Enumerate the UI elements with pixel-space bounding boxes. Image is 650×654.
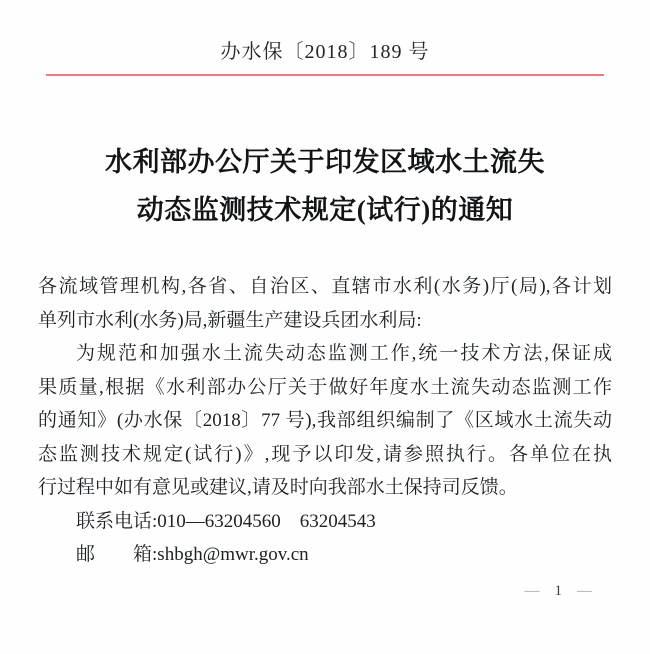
contact-email-colon: : [152,544,158,565]
body-line-recipients-2: 单列市水利(水务)局,新疆生产建设兵团水利局: [38,309,422,331]
document-number: 办水保〔2018〕189 号 [220,41,430,63]
body-line-paragraph-3: 的通知》(办水保〔2018〕77 号),我部组织编制了《区域水土流失动 [38,410,612,431]
contact-phone-colon: : [152,510,158,532]
body-line-recipients-1: 各流域管理机构,各省、自治区、直辖市水利(水务)厅(局),各计划 [38,276,612,297]
body-line-paragraph-1: 为规范和加强水土流失动态监测工作,统一技术方法,保证成 [76,343,612,364]
page-number-right-dash: — [577,583,592,599]
page-number-left-dash: — [524,583,540,599]
body-line-paragraph-4: 态监测技术规定(试行)》,现予以印发,请参照执行。各单位在执 [38,443,612,465]
title-line-1: 水利部办公厅关于印发区域水土流失 [105,147,545,177]
contact-email-value: shbgh@mwr.gov.cn [157,544,309,565]
page-number [525,582,593,600]
header-divider-line [46,74,604,76]
title-line-2: 动态监测技术规定(试行)的通知 [136,195,514,225]
contact-phone-label: 联系电话 [76,510,153,532]
body-line-paragraph-2: 果质量,根据《水利部办公厅关于做好年度水土流失动态监测工作 [38,376,612,398]
document-title [0,138,650,234]
body-line-paragraph-5: 行过程中如有意见或建议,请及时向我部水土保持司反馈。 [38,477,518,498]
contact-email-label: 邮 箱 [76,544,153,565]
contact-phone-line [38,505,612,539]
contact-email-line [38,538,612,572]
contact-phone-value: 010—63204560 63204543 [157,510,376,532]
document-body [38,270,612,572]
page-number-value: 1 [554,583,562,599]
